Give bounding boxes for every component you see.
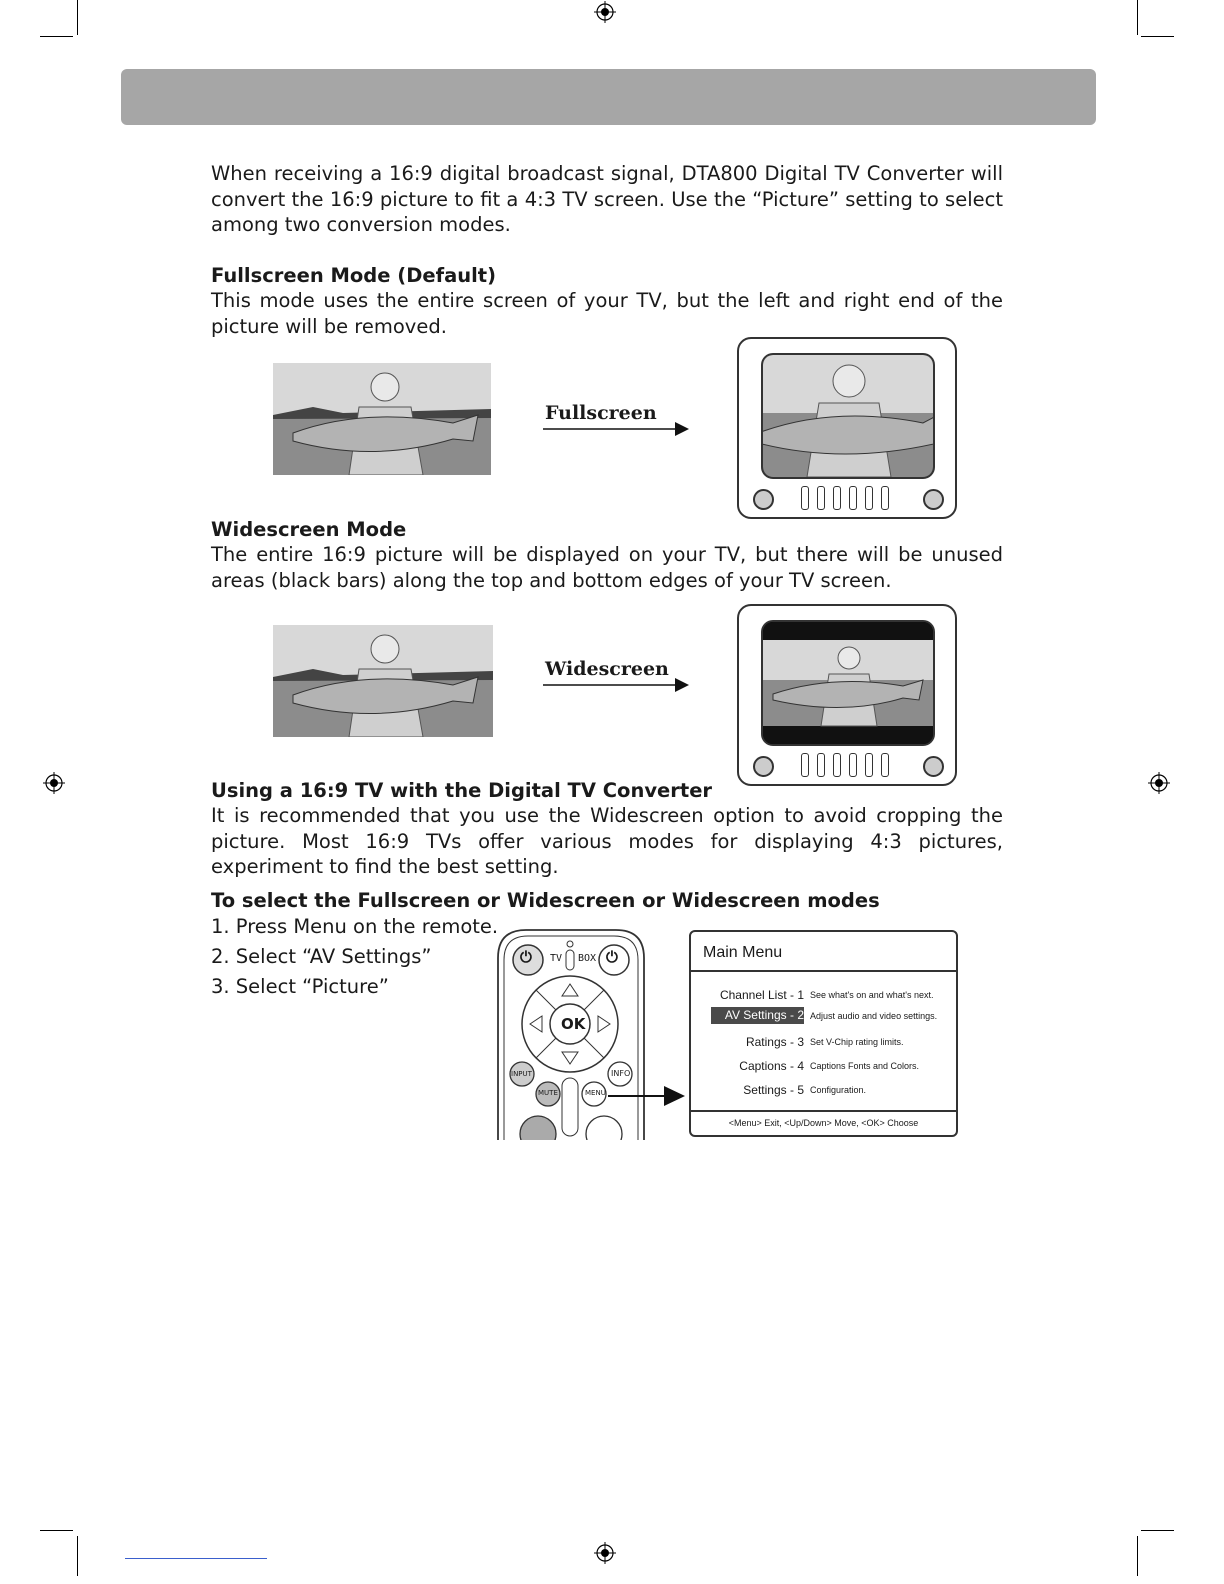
registration-mark-icon <box>594 1 616 23</box>
remote-control-illustration <box>496 928 646 1140</box>
menu-divider <box>691 1110 956 1112</box>
step-2: 2. Select “AV Settings” <box>211 945 432 968</box>
footer-rule <box>125 1558 267 1559</box>
remote-tv-label: TV <box>550 953 563 964</box>
tv169-heading: Using a 16:9 TV with the Digital TV Converter <box>211 779 713 802</box>
widescreen-arrow-label: Widescreen <box>545 658 669 680</box>
step-3: 3. Select “Picture” <box>211 975 389 998</box>
fullscreen-heading: Fullscreen Mode (Default) <box>211 264 497 287</box>
tv-widescreen-illustration <box>737 604 957 786</box>
tv169-paragraph: It is recommended that you use the Widescreen option to avoid cropping the picture. Most 16:9 TVs offer various modes for displaying 4:3 pictures, experiment to find the best setting. <box>211 804 1003 878</box>
crop-mark <box>40 36 73 37</box>
remote-menu-button[interactable]: MENU <box>585 1089 606 1097</box>
tv-vent <box>849 486 857 510</box>
crop-mark <box>77 0 78 35</box>
tv-vent <box>881 486 889 510</box>
menu-footer-hint: <Menu> Exit, <Up/Down> Move, <OK> Choose <box>728 1118 919 1128</box>
crop-mark <box>40 1530 73 1531</box>
source-photo-widescreen <box>273 625 493 737</box>
menu-item-captions[interactable]: Captions - 4 Captions Fonts and Colors. <box>739 1059 920 1073</box>
arrow-right-icon <box>543 678 691 692</box>
tv-screen <box>761 353 935 479</box>
menu-item-av-settings[interactable]: AV Settings - 2 Adjust audio and video settings. <box>691 1007 956 1027</box>
widescreen-heading: Widescreen Mode <box>211 518 407 541</box>
arrow-right-icon <box>543 422 691 436</box>
fullscreen-arrow-label: Fullscreen <box>545 402 657 424</box>
crop-mark <box>1141 36 1174 37</box>
menu-divider <box>691 970 956 972</box>
remote-input-button[interactable]: INPUT <box>511 1070 532 1078</box>
remote-ok-button[interactable]: OK <box>561 1015 586 1033</box>
tv-knob <box>753 489 774 510</box>
registration-mark-icon <box>594 1542 616 1564</box>
menu-item-settings[interactable]: Settings - 5 Configuration. <box>743 1083 867 1097</box>
tv-vent <box>865 486 873 510</box>
main-menu-title: Main Menu <box>703 944 783 961</box>
tv-vent <box>817 753 825 777</box>
arrow-right-icon <box>608 1085 686 1107</box>
source-photo-fullscreen <box>273 363 491 475</box>
tv-knob <box>923 756 944 777</box>
tv-vent <box>865 753 873 777</box>
remote-box-label: BOX <box>578 953 597 964</box>
tv-knob <box>753 756 774 777</box>
tv-vent <box>833 486 841 510</box>
tv-screen-letterboxed <box>761 620 935 746</box>
intro-paragraph: When receiving a 16:9 digital broadcast signal, DTA800 Digital TV Converter will convert the 16:9 picture to fit a 4:3 TV screen. Use the “Picture” setting to select among two conversion modes. <box>211 162 1003 236</box>
tv-vent <box>833 753 841 777</box>
crop-mark <box>1141 1530 1174 1531</box>
registration-mark-icon <box>1148 772 1170 794</box>
remote-info-button[interactable]: INFO <box>611 1069 631 1078</box>
power-icon[interactable]: ⏻ <box>520 948 532 966</box>
tv-vent <box>849 753 857 777</box>
section-header-bar <box>121 69 1096 125</box>
main-menu-screen <box>689 930 958 1137</box>
tv-knob <box>923 489 944 510</box>
tv-vent <box>801 486 809 510</box>
menu-item-ratings[interactable]: Ratings - 3 Set V-Chip rating limits. <box>745 1035 904 1049</box>
tv-vent <box>817 486 825 510</box>
power-icon[interactable]: ⏻ <box>606 948 618 966</box>
widescreen-paragraph: The entire 16:9 picture will be displayed on your TV, but there will be unused areas (black bars) along the top and bottom edges of your TV screen. <box>211 543 1003 592</box>
registration-mark-icon <box>43 772 65 794</box>
step-1: 1. Press Menu on the remote. <box>211 915 499 938</box>
menu-item-channel-list[interactable]: Channel List - 1 See what's on and what's next. <box>719 988 934 1002</box>
crop-mark <box>1137 0 1138 35</box>
crop-mark <box>77 1536 78 1576</box>
fullscreen-paragraph: This mode uses the entire screen of your TV, but the left and right end of the picture will be removed. <box>211 289 1003 338</box>
tv-vent <box>801 753 809 777</box>
select-heading: To select the Fullscreen or Widescreen or Widescreen modes <box>211 889 880 912</box>
tv-fullscreen-illustration <box>737 337 957 519</box>
remote-mute-button[interactable]: MUTE <box>538 1089 558 1097</box>
crop-mark <box>1137 1536 1138 1576</box>
tv-vent <box>881 753 889 777</box>
